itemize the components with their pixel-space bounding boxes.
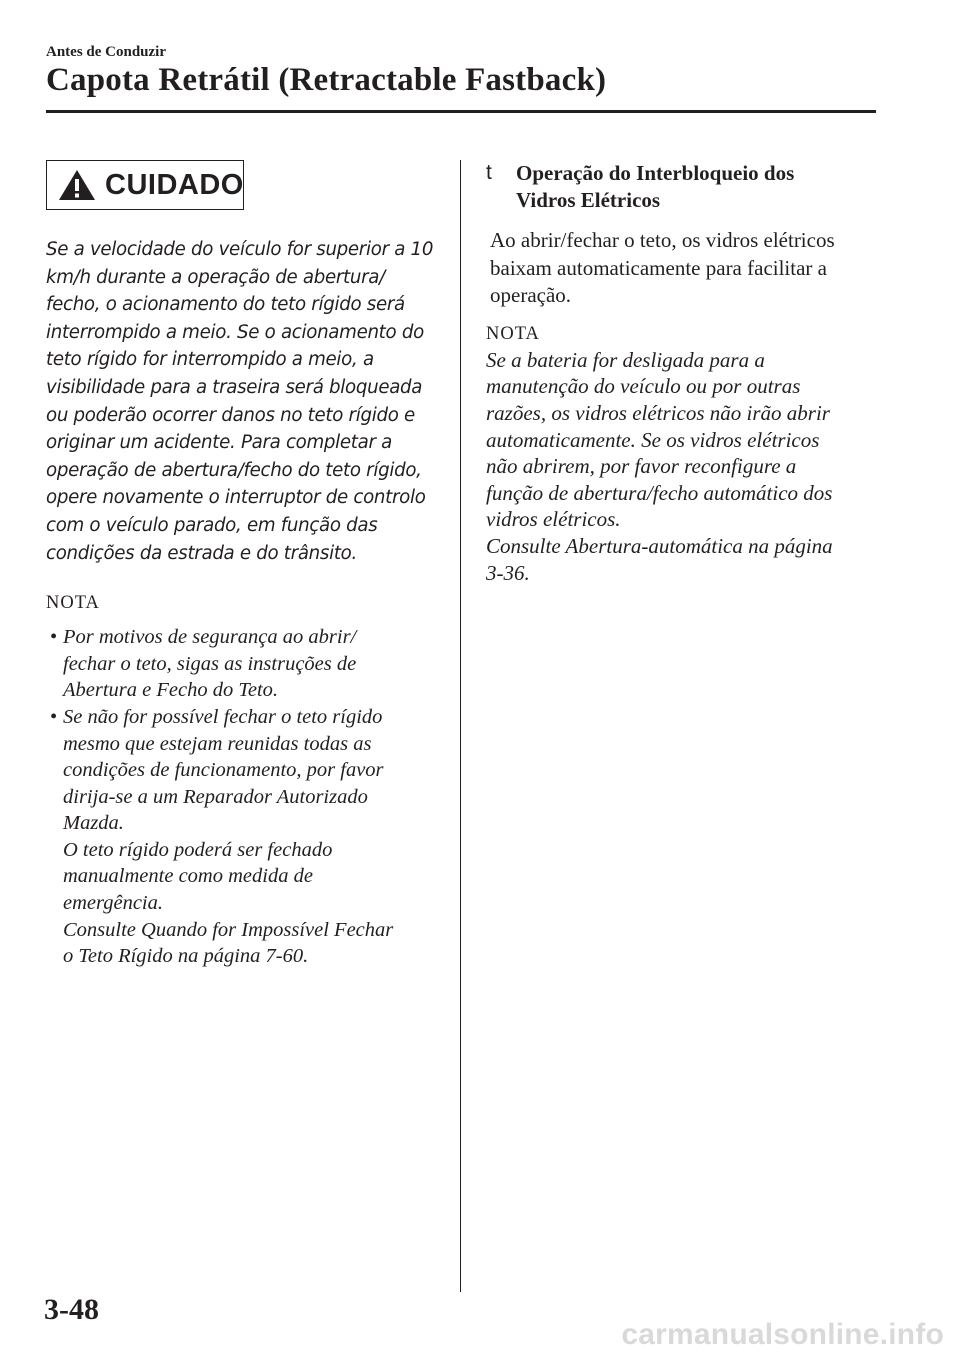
caution-box (46, 160, 244, 210)
bullet-icon: • (50, 705, 58, 728)
caution-line: interrompido a meio. Se o acionamento do (46, 321, 424, 343)
heading-line: Operação do Interbloqueio dos (516, 161, 795, 185)
note-line: Mazda. (63, 812, 124, 835)
section-label: Antes de Conduzir (46, 44, 167, 60)
sub-heading (486, 160, 866, 213)
caution-line: ou poderão ocorrer danos no teto rígido e (46, 404, 415, 426)
note-line: automaticamente. Se os vidros elétricos (486, 427, 820, 452)
caution-text (46, 236, 438, 567)
body-line: Ao abrir/fechar o teto, os vidros elétricos (490, 228, 835, 252)
caution-line: teto rígido for interrompido a meio, a (46, 349, 374, 371)
caution-label: CUIDADO (105, 168, 244, 201)
caution-line: visibilidade para a traseira será bloqueada (46, 376, 423, 398)
caution-line: com o veículo parado, em função das (46, 514, 378, 536)
note-line: manutenção do veículo ou por outras (486, 374, 801, 399)
body-line: baixam automaticamente para facilitar a (490, 255, 827, 280)
note-line: manualmente como medida de (63, 865, 313, 888)
note-line: o Teto Rígido na página 7-60. (63, 945, 309, 968)
bullet-icon: • (50, 626, 58, 649)
caution-line: originar um acidente. Para completar a (46, 432, 392, 454)
warning-triangle-icon (57, 168, 97, 202)
note-line: Consulte Quando for Impossível Fechar (63, 918, 394, 941)
heading-line: Vidros Elétricos (516, 187, 661, 212)
note-line: vidros elétricos. (486, 507, 621, 532)
note-line: Se não for possível fechar o teto rígido (63, 705, 383, 728)
heading-marker-icon: t (486, 161, 492, 184)
note-item (46, 624, 438, 704)
page-number: 3-48 (44, 1293, 99, 1326)
caution-line: opere novamente o interruptor de controlo (46, 487, 426, 509)
body-line: operação. (490, 283, 572, 308)
note-line: emergência. (63, 892, 163, 915)
right-note (486, 347, 866, 586)
note-line: 3-36. (486, 560, 530, 585)
note-line: Se a bateria for desligada para a (486, 347, 765, 372)
note-line: Abertura e Fecho do Teto. (63, 679, 279, 702)
caution-line: km/h durante a operação de abertura/ (46, 266, 385, 288)
note-line: fechar o teto, sigas as instruções de (63, 652, 357, 675)
column-divider (460, 160, 461, 1292)
title-rule (46, 110, 876, 113)
note-line: condições de funcionamento, por favor (63, 759, 384, 782)
caution-line: Se a velocidade do veículo for superior a 10 (46, 239, 434, 260)
right-nota-title: NOTA (486, 323, 540, 344)
note-line: razões, os vidros elétricos não irão abrir (486, 400, 830, 425)
note-line: função de abertura/fecho automático dos (486, 480, 833, 505)
right-column (486, 160, 866, 586)
watermark: carmanualsonline.info (621, 1318, 944, 1351)
caution-line: condições da estrada e do trânsito. (46, 542, 357, 564)
note-line: Consulte Abertura-automática na página (486, 533, 833, 558)
body-text (490, 227, 866, 310)
note-list (46, 624, 438, 970)
note-line: O teto rígido poderá ser fechado (63, 838, 333, 861)
left-column (46, 160, 438, 970)
note-line: mesmo que estejam reunidas todas as (63, 732, 372, 755)
note-line: Por motivos de segurança ao abrir/ (63, 626, 357, 649)
note-line: dirija-se a um Reparador Autorizado (63, 785, 368, 808)
note-line: não abrirem, por favor reconfigure a (486, 454, 797, 479)
caution-line: fecho, o acionamento do teto rígido será (46, 294, 405, 316)
caution-line: operação de abertura/fecho do teto rígido, (46, 459, 422, 481)
nota-title: NOTA (46, 593, 100, 614)
note-item (46, 704, 438, 970)
page-title: Capota Retrátil (Retractable Fastback) (46, 62, 607, 98)
